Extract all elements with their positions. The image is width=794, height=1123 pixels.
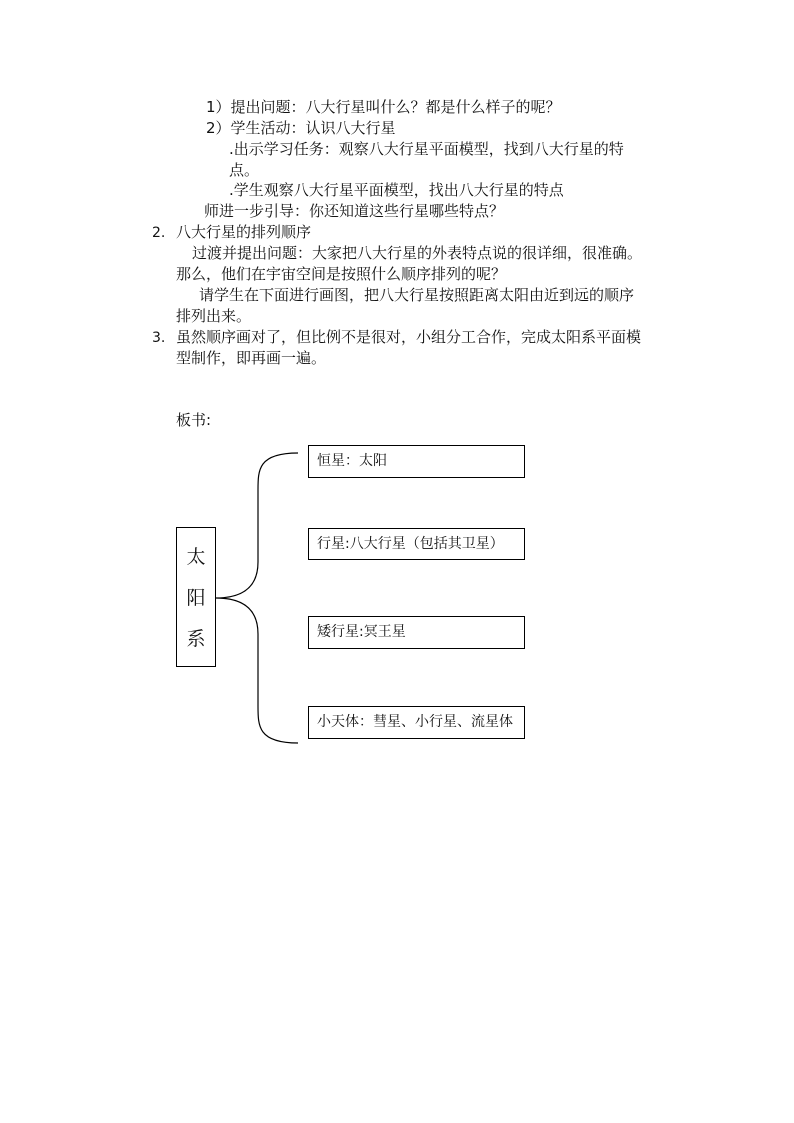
board-item-star: 恒星：太阳 [308, 445, 525, 478]
text-line-1: 1）提出问题：八大行星叫什么？都是什么样子的呢？ [206, 98, 561, 116]
text-line-13: 型制作，即再画一遍。 [176, 349, 327, 367]
text-line-2: 2）学生活动：认识八大行星 [206, 119, 396, 137]
text-line-11: 排列出来。 [176, 307, 252, 325]
list-number-2: 2. [152, 225, 166, 241]
root-char-3: 系 [186, 628, 206, 650]
root-char-2: 阳 [186, 587, 206, 609]
text-line-4: 点。 [229, 161, 260, 179]
board-item-dwarf-planet: 矮行星:冥王星 [308, 616, 525, 649]
board-item-small-bodies: 小天体：彗星、小行星、流星体 [308, 706, 525, 739]
board-label: 板书: [176, 411, 212, 429]
text-line-5: .学生观察八大行星平面模型，找出八大行星的特点 [229, 181, 564, 199]
text-line-12: 虽然顺序画对了，但比例不是很对，小组分工合作，完成太阳系平面模 [176, 328, 642, 346]
solar-system-box [176, 527, 216, 667]
list-number-3: 3. [152, 330, 166, 346]
text-line-10: 请学生在下面进行画图，把八大行星按照距离太阳由近到远的顺序 [199, 286, 635, 304]
text-line-6: 师进一步引导：你还知道这些行星哪些特点？ [204, 202, 505, 220]
text-line-8: 过渡并提出问题：大家把八大行星的外表特点说的很详细，很准确。 [192, 244, 643, 262]
root-char-1: 太 [186, 546, 206, 568]
text-line-3: .出示学习任务：观察八大行星平面模型，找到八大行星的特 [229, 140, 624, 158]
board-item-planets: 行星:八大行星（包括其卫星） [308, 528, 525, 560]
text-line-9: 那么，他们在宇宙空间是按照什么顺序排列的呢？ [176, 265, 507, 283]
text-line-7: 八大行星的排列顺序 [176, 223, 312, 241]
